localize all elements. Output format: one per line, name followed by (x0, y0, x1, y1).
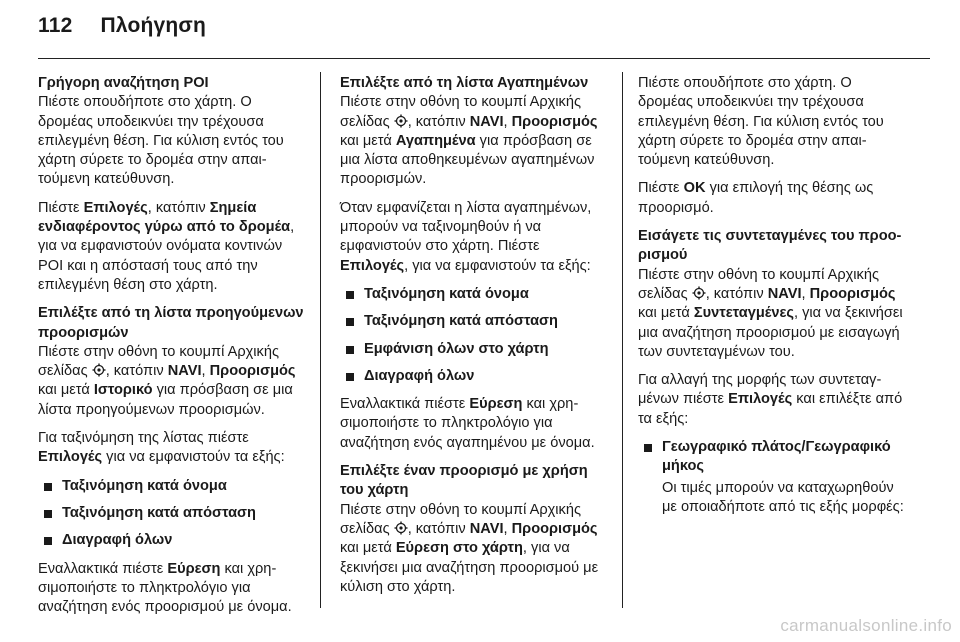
section-heading: Γρήγορη αναζήτηση POI (38, 75, 209, 91)
section-heading: Εισάγετε τις συντεταγμένες του προορισμού (638, 228, 902, 264)
navi-term: NAVI (167, 363, 202, 380)
text: Πιέστε (38, 199, 84, 216)
section-quick-poi (38, 74, 306, 190)
navi-term: NAVI (469, 113, 504, 130)
ok-term: OK (683, 180, 706, 197)
text: και χρησιμοποιήστε το πληκτρολόγιο για αναζήτηση ενός προορισμού με όνομα. (38, 560, 292, 616)
text: Όταν εμφανίζεται η λίστα αγαπημένων, μπορούν να ταξινομηθούν ή να εμφανιστούν στο χάρτη. Πιέστε (340, 199, 592, 255)
navi-term: NAVI (469, 520, 504, 537)
column-divider (320, 72, 321, 608)
section-heading: Επιλέξτε από τη λίστα Αγαπημένων (340, 75, 589, 91)
home-gear-icon (692, 286, 706, 300)
home-gear-icon (394, 521, 408, 535)
text: Εναλλακτικά πιέστε (38, 560, 168, 577)
text: Πιέστε (638, 180, 684, 197)
search-term: Εύρεση (167, 560, 221, 577)
options-term: Επιλογές (340, 257, 405, 274)
list-item: Ταξινόμηση κατά όνομα (340, 285, 608, 304)
header-rule (38, 58, 930, 59)
text: Πιέστε στην οθόνη το κουμπί Αρχικής σελίδας (38, 343, 279, 380)
options-term: Επιλογές (83, 199, 148, 216)
paragraph-text: Πιέστε οπουδήποτε στο χάρτη. Ο δρομέας υποδεικνύει την τρέχουσα επιλεγμένη θέση. Για κύλιση εντός του χάρτη σύρετε το δρομέα στην απαιτούμενη κατεύθυνση. (38, 94, 284, 188)
section-heading: Επιλέξτε από τη λίστα προηγούμενων προορισμών (38, 305, 304, 341)
list-item: Ταξινόμηση κατά όνομα (38, 477, 306, 496)
text: , (503, 113, 512, 130)
text: για να εμφανιστούν τα εξής: (102, 449, 285, 466)
list-item: Ταξινόμηση κατά απόσταση (38, 504, 306, 523)
text: , κατόπιν (407, 113, 470, 130)
column-2 (340, 74, 608, 606)
text: , για να εμφανιστούν τα εξής: (404, 257, 591, 274)
paragraph (340, 395, 608, 453)
text: , (801, 285, 810, 302)
text: , κατόπιν (407, 520, 470, 537)
paragraph (638, 179, 906, 218)
section-previous-destinations (38, 304, 306, 420)
options-term: Επιλογές (38, 449, 103, 466)
text: Πιέστε στην οθόνη το κουμπί Αρχικής σελίδας (638, 266, 879, 302)
text: και μετά (340, 540, 396, 557)
text: , κατόπιν (705, 285, 768, 302)
text: Εναλλακτικά πιέστε (340, 396, 470, 413)
list-item (638, 438, 906, 517)
navi-term: NAVI (767, 285, 802, 302)
destination-term: Προορισμός (511, 113, 598, 130)
text: για πρόσβαση σε μια λίστα αποθηκευμένων αγαπημένων προορισμών. (340, 132, 595, 188)
column-3 (638, 74, 906, 526)
find-on-map-term: Εύρεση στο χάρτη (395, 540, 523, 557)
section-map-destination (340, 462, 608, 597)
list-item: Διαγραφή όλων (38, 531, 306, 550)
text: , κατόπιν (147, 199, 210, 216)
list-item-description: Οι τιμές μπορούν να καταχωρηθούν με οποιαδήποτε από τις εξής μορφές: (662, 479, 904, 515)
column-1 (38, 74, 306, 626)
destination-term: Προορισμός (209, 363, 296, 380)
paragraph (340, 199, 608, 276)
favourites-term: Αγαπημένα (395, 132, 476, 149)
text: και μετά (38, 382, 94, 399)
text: για επιλογή της θέσης ως προορισμό. (638, 180, 874, 216)
text: , (201, 363, 210, 380)
home-gear-icon (92, 363, 106, 377)
text: και μετά (340, 132, 396, 149)
text: , για να ξεκινήσει μια αναζήτηση προορισμού με κύλιση στο χάρτη. (340, 540, 599, 595)
options-list (38, 477, 306, 551)
history-term: Ιστορικό (93, 382, 153, 399)
page-number: 112 (38, 14, 73, 37)
column-divider (622, 72, 623, 608)
text: , κατόπιν (105, 363, 168, 380)
page-title: Πλοήγηση (100, 14, 207, 37)
page-header (38, 14, 206, 38)
section-heading: Επιλέξτε έναν προορισμό με χρήση του χάρτη (340, 463, 588, 499)
format-list (638, 438, 906, 517)
text: , (503, 520, 512, 537)
text: , για να εμφανιστούν ονόματα κοντινών POI και η απόστασή τους από την επιλεγμένη θέση στο χάρτη. (38, 219, 295, 293)
text: Πιέστε στην οθόνη το κουμπί Αρχικής σελίδας (340, 94, 581, 130)
paragraph (38, 199, 306, 295)
text: και επιλέξτε από τα εξής: (638, 391, 903, 427)
list-item: Διαγραφή όλων (340, 367, 608, 386)
poi-near-cursor-term: Σημεία ενδιαφέροντος γύρω από το δρομέα (38, 199, 291, 236)
home-gear-icon (394, 114, 408, 128)
paragraph (38, 560, 306, 618)
options-term: Επιλογές (728, 391, 793, 408)
text: και μετά (638, 305, 694, 322)
section-coordinates (638, 227, 906, 362)
paragraph (638, 371, 906, 429)
destination-term: Προορισμός (809, 285, 896, 302)
text: για πρόσβαση σε μια λίστα προηγούμενων προορισμών. (38, 382, 293, 418)
section-favourites (340, 74, 608, 190)
paragraph (38, 429, 306, 468)
destination-term: Προορισμός (511, 520, 598, 537)
text: Για ταξινόμηση της λίστας πιέστε (38, 430, 249, 447)
text: Πιέστε στην οθόνη το κουμπί Αρχικής σελίδας (340, 501, 581, 537)
text: Για αλλαγή της μορφής των συντεταγμένων πιέστε (638, 372, 882, 408)
options-list (340, 285, 608, 386)
text: , για να ξεκινήσει μια αναζήτηση προορισμού με εισαγωγή των συντεταγμένων του. (638, 305, 903, 360)
paragraph: Πιέστε οπουδήποτε στο χάρτη. Ο δρομέας υποδεικνύει την τρέχουσα επιλεγμένη θέση. Για κύλιση εντός του χάρτη σύρετε το δρομέα στην απαιτούμενη κατεύθυνση. (638, 75, 884, 169)
coordinates-term: Συντεταγμένες (693, 305, 794, 322)
text: και χρησιμοποιήστε το πληκτρολόγιο για αναζήτηση ενός αγαπημένου με όνομα. (340, 396, 595, 451)
watermark: carmanualsonline.info (780, 616, 952, 635)
list-item: Εμφάνιση όλων στο χάρτη (340, 340, 608, 359)
list-item: Ταξινόμηση κατά απόσταση (340, 312, 608, 331)
search-term: Εύρεση (469, 396, 523, 413)
list-item-label: Γεωγραφικό πλάτος/Γεωγραφικό μήκος (662, 439, 891, 475)
